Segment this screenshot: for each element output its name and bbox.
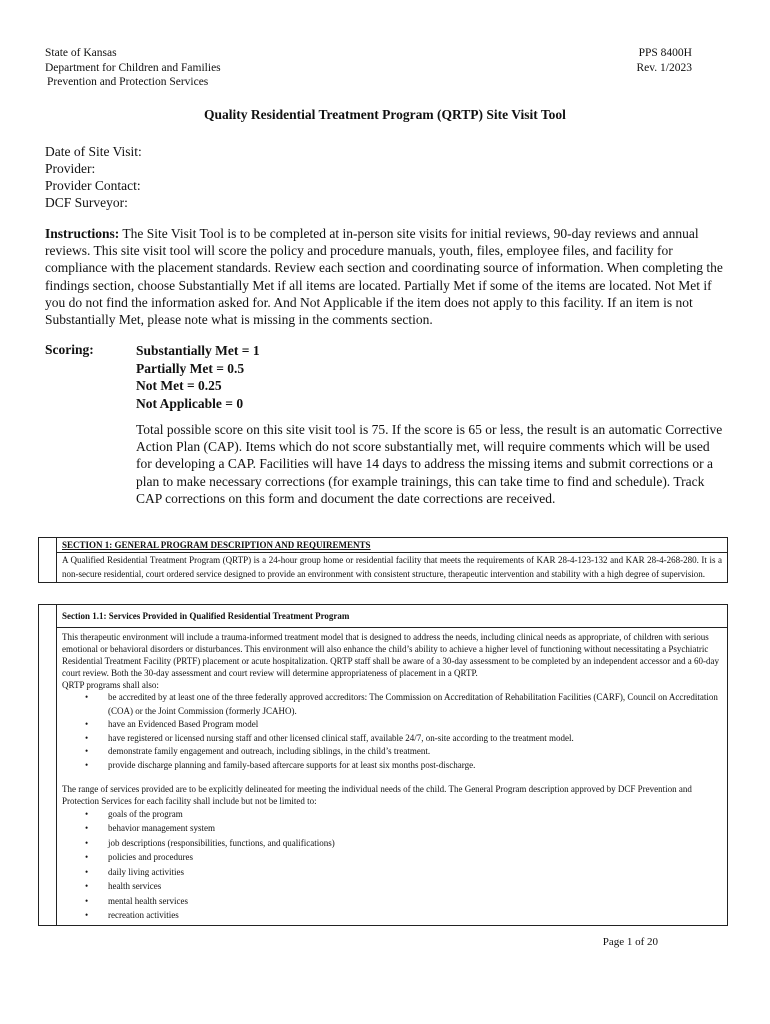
- section-1-table: [38, 537, 728, 583]
- score-partially-met: Partially Met = 0.5: [136, 360, 245, 376]
- agency-line-2: Department for Children and Families: [45, 61, 221, 74]
- agency-line-3: Prevention and Protection Services: [47, 76, 209, 88]
- section-1-1-table: [38, 604, 728, 926]
- range-of-services-text: The range of services provided are to be explicitly delineated for meeting the individual needs of the child. The General Program description approved by DCF Prevention and Protection Services for each facility shall include but not be limited to:: [62, 783, 692, 806]
- score-not-applicable: Not Applicable = 0: [136, 395, 244, 411]
- form-number: PPS 8400H: [638, 47, 692, 59]
- scoring-label: Scoring:: [45, 342, 94, 357]
- qrtp-programs-list: [62, 691, 722, 773]
- page-number: Page 1 of 20: [602, 936, 658, 948]
- instructions-text: The Site Visit Tool is to be completed at in-person site visits for initial reviews, 90-day reviews and annual reviews. This site visit tool will score the policy and procedure manuals, youth, files, employee files, and facility for compliance with the placement standards. Review each section and coordinating source of information. When completing the findings section, choose Substantially Met if all items are located. Partially Met if some of the items are located. Not Met if you do not find the information asked for. And Not Applicable if the item does not apply to this facility. If an item is not Substantially Met, please note what is missing in the comments section.: [45, 226, 723, 328]
- section-1-1-gutter: [39, 605, 57, 926]
- section-1-1-intro: This therapeutic environment will include a trauma-informed treatment model that is designed to address the needs, including clinical needs as appropriate, of children with serious emotional or behavioral disorders or disturbances. This environment will also enhance the child’s ability to achieve a higher level of functioning without necessitating a Psychiatric Residential Treatment Facility (PRTF) placement or acute hospitalization. QRTP staff shall be aware of a 30-day assessment to be completed by an independent accessor and a 60-day court review. Both the 30-day assessment and court review will determine appropriateness of placement in a QRTP.: [62, 632, 719, 678]
- list-item: • provide discharge planning and family-based aftercare supports for at least six months post-discharge.: [62, 759, 722, 773]
- form-revision: Rev. 1/2023: [636, 61, 692, 74]
- list-item: • demonstrate family engagement and outreach, including siblings, in the child’s treatment.: [62, 745, 722, 759]
- dcf-surveyor-field: DCF Surveyor:: [45, 195, 128, 210]
- score-not-met: Not Met = 0.25: [136, 378, 222, 393]
- date-of-visit-field: Date of Site Visit:: [45, 144, 142, 159]
- list-item: • policies and procedures: [62, 850, 722, 865]
- section-1-1-title-cell: [57, 605, 728, 628]
- section-1-body: A Qualified Residential Treatment Program (QRTP) is a 24-hour group home or residential facility that meets the requirements of KAR 28-4-123-132 and KAR 28-4-268-280. It is a non-secure residential, court ordered service designed to provide an environment with consistent structure, therapeutic intervention and stability with a high degree of supervision.: [57, 553, 728, 583]
- section-1-1-body: [57, 628, 728, 926]
- list-item: • job descriptions (responsibilities, functions, and qualifications): [62, 836, 722, 851]
- section-1-1-title: Section 1.1: Services Provided in Qualified Residential Treatment Program: [62, 611, 350, 621]
- list-item: • goals of the program: [62, 807, 722, 822]
- agency-header: [45, 46, 221, 90]
- page-title: Quality Residential Treatment Program (QRTP) Site Visit Tool: [204, 107, 566, 122]
- list-item: • daily living activities: [62, 865, 722, 880]
- qrtp-programs-label: QRTP programs shall also:: [62, 680, 159, 690]
- provider-contact-field: Provider Contact:: [45, 178, 141, 193]
- list-item: • health services: [62, 879, 722, 894]
- provider-field: Provider:: [45, 161, 96, 176]
- list-item: • mental health services: [62, 894, 722, 909]
- list-item: • behavior management system: [62, 821, 722, 836]
- section-1-title-cell: [57, 538, 728, 553]
- scoring-description: Total possible score on this site visit tool is 75. If the score is 65 or less, the result is an automatic Corrective Action Plan (CAP). Items which do not score substantially met, will require comments which will be used for developing a CAP. Facilities will have 14 days to address the missing items and submit corrections or a plan to make necessary corrections (for example trainings, this can take time to find and schedule). Track CAP corrections on this form and document the date corrections are received.: [136, 422, 723, 506]
- score-substantially-met: Substantially Met = 1: [136, 343, 260, 358]
- list-item: • recreation activities: [62, 908, 722, 923]
- list-item: • be accredited by at least one of the three federally approved accreditors: The Commission on Accreditation of Rehabilitation Facilities (CARF), Council on Accreditation (COA) or the Joint Commission (formerly JCAHO).: [62, 691, 722, 718]
- instructions: [45, 225, 725, 328]
- scoring-list: [136, 342, 260, 412]
- list-item: • have registered or licensed nursing staff and other licensed clinical staff, available 24/7, on-site according to the treatment model.: [62, 732, 722, 746]
- list-item: • have an Evidenced Based Program model: [62, 718, 722, 732]
- form-id-header: [637, 46, 692, 75]
- visit-fields: [45, 143, 142, 211]
- instructions-label: Instructions:: [45, 226, 120, 241]
- section-1-gutter: [39, 538, 57, 583]
- section-1-title: SECTION 1: GENERAL PROGRAM DESCRIPTION AND REQUIREMENTS: [62, 540, 371, 550]
- services-list: [62, 807, 722, 923]
- agency-line-1: State of Kansas: [45, 47, 117, 59]
